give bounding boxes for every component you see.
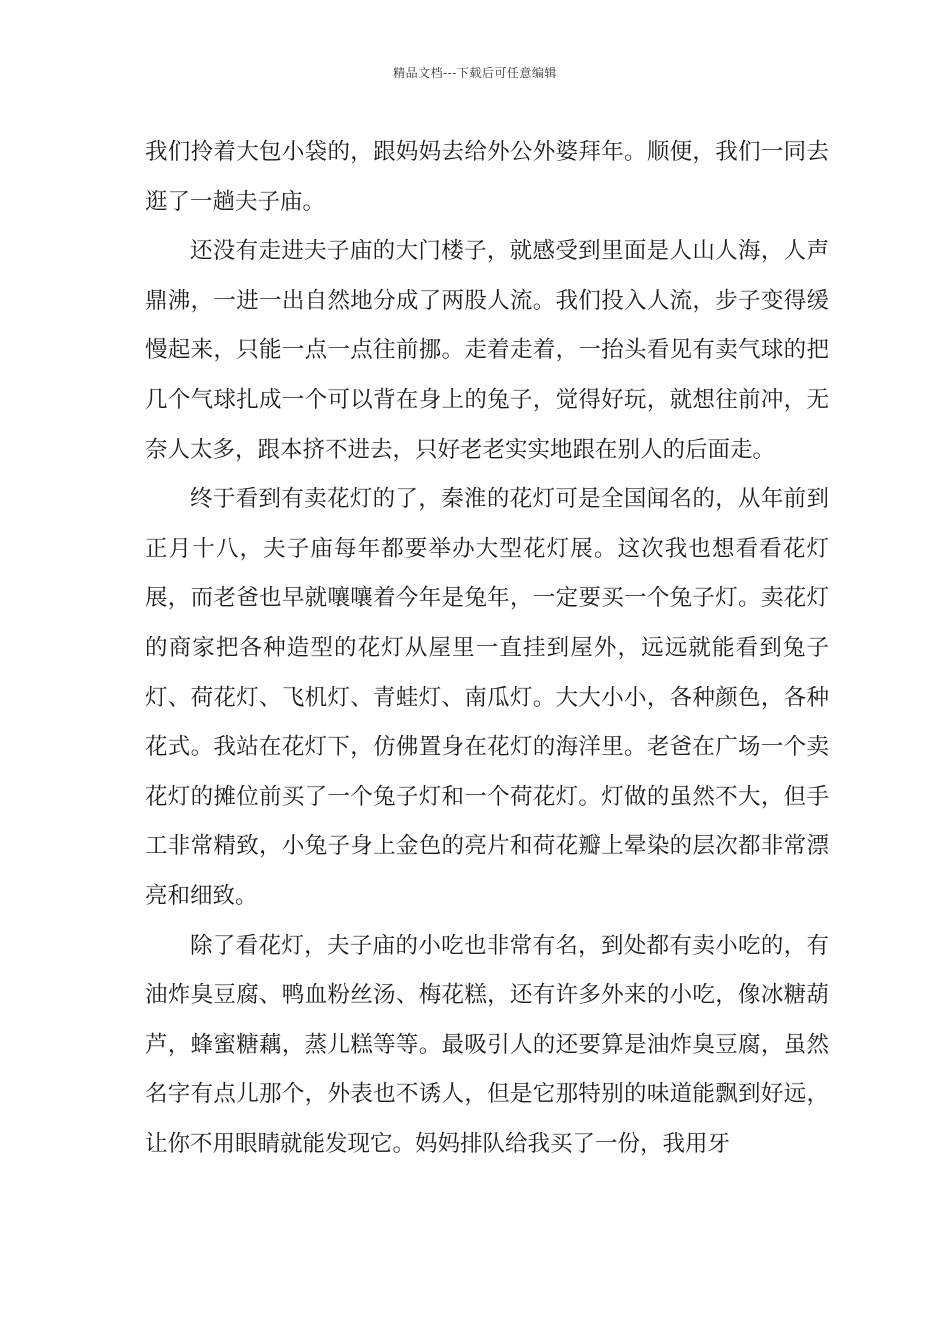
paragraph-4: 除了看花灯，夫子庙的小吃也非常有名，到处都有卖小吃的，有油炸臭豆腐、鸭血粉丝汤、梅花糕，还有许多外来的小吃，像冰糖葫芦，蜂蜜糖藕，蒸儿糕等等。最吸引人的还要算是油炸臭豆腐，虽然名字有点儿那个，外表也不诱人，但是它那特别的味道能飘到好远，让你不用眼睛就能发现它。妈妈排队给我买了一份，我用牙 <box>145 932 829 1157</box>
page-header: 精品文档---下载后可任意编辑 <box>393 66 557 80</box>
paragraph-3: 终于看到有卖花灯的了，秦淮的花灯可是全国闻名的，从年前到正月十八，夫子庙每年都要举办大型花灯展。这次我也想看看花灯展，而老爸也早就嚷嚷着今年是兔年，一定要买一个兔子灯。卖花灯的商家把各种造型的花灯从屋里一直挂到屋外，远远就能看到兔子灯、荷花灯、飞机灯、青蛙灯、南瓜灯。大大小小，各种颜色，各种花式。我站在花灯下，仿佛置身在花灯的海洋里。老爸在广场一个卖花灯的摊位前买了一个兔子灯和一个荷花灯。灯做的虽然不大，但手工非常精致，小兔子身上金色的亮片和荷花瓣上晕染的层次都非常漂亮和细致。 <box>145 486 829 909</box>
paragraph-1: 我们拎着大包小袋的，跟妈妈去给外公外婆拜年。顺便，我们一同去逛了一趟夫子庙。 <box>145 139 829 215</box>
paragraph-2: 还没有走进夫子庙的大门楼子，就感受到里面是人山人海，人声鼎沸，一进一出自然地分成了两股人流。我们投入人流，步子变得缓慢起来，只能一点一点往前挪。走着走着，一抬头看见有卖气球的把几个气球扎成一个可以背在身上的兔子，觉得好玩，就想往前冲，无奈人太多，跟本挤不进去，只好老老实实地跟在别人的后面走。 <box>145 238 829 463</box>
article-body <box>145 128 829 1169</box>
